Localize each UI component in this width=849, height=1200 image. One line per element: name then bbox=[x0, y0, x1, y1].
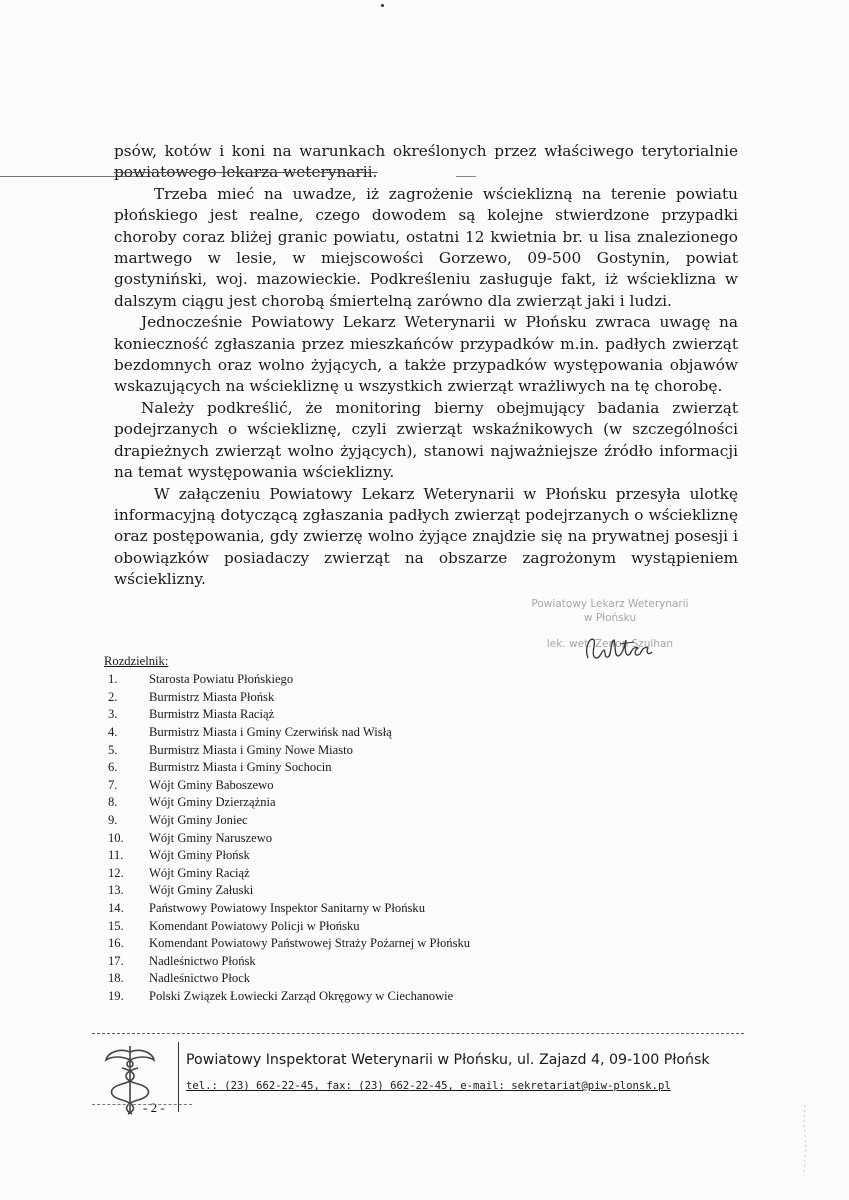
distribution-item-name: Polski Związek Łowiecki Zarząd Okręgowy w Ciechanowie bbox=[149, 988, 454, 1003]
distribution-item bbox=[104, 953, 564, 971]
distribution-item-name: Burmistrz Miasta i Gminy Czerwińsk nad Wisłą bbox=[149, 725, 392, 740]
body-paragraph bbox=[114, 184, 738, 312]
distribution-item bbox=[104, 741, 564, 759]
distribution-item-number: 9. bbox=[108, 813, 118, 828]
distribution-item-number: 7. bbox=[108, 777, 118, 792]
distribution-item-number: 5. bbox=[108, 742, 118, 757]
letter-body bbox=[114, 141, 738, 591]
distribution-item-number: 13. bbox=[108, 883, 124, 898]
distribution-list bbox=[104, 654, 564, 1005]
distribution-item-name: Wójt Gminy Załuski bbox=[149, 883, 254, 898]
distribution-item-number: 16. bbox=[108, 936, 124, 951]
distribution-item-name: Wójt Gminy Naruszewo bbox=[149, 830, 273, 845]
distribution-item-name: Wójt Gminy Joniec bbox=[149, 813, 248, 828]
distribution-item-name: Wójt Gminy Płońsk bbox=[149, 848, 250, 863]
footer-divider bbox=[178, 1042, 179, 1112]
paragraph-text: Jednocześnie Powiatowy Lekarz Weterynarii w Płońsku zwraca uwagę na konieczność zgłaszania przez mieszkańców przypadków m.in. padłych zwierząt bezdomnych oraz wolno żyjących, a także przypadków występowania objawów wskazujących na wściekliznę u wszystkich zwierząt wrażliwych na tę chorobę. bbox=[114, 313, 738, 396]
distribution-item bbox=[104, 812, 564, 830]
distribution-item-number: 10. bbox=[108, 830, 124, 845]
distribution-item-name: Nadleśnictwo Płock bbox=[149, 971, 251, 986]
scan-artifact-dot bbox=[381, 4, 384, 7]
distribution-item-name: Komendant Powiatowy Policji w Płońsku bbox=[149, 918, 360, 933]
distribution-item-name: Wójt Gminy Baboszewo bbox=[149, 777, 274, 792]
distribution-item bbox=[104, 759, 564, 777]
distribution-item bbox=[104, 865, 564, 883]
distribution-item-name: Wójt Gminy Raciąż bbox=[149, 865, 250, 880]
scan-edge-artifact bbox=[800, 1105, 810, 1175]
distribution-item-number: 19. bbox=[108, 988, 124, 1003]
distribution-item bbox=[104, 689, 564, 707]
body-paragraph bbox=[114, 398, 738, 484]
distribution-item-name: Burmistrz Miasta Płońsk bbox=[149, 689, 275, 704]
distribution-item-number: 8. bbox=[108, 795, 118, 810]
distribution-item bbox=[104, 988, 564, 1006]
footer-bottom-separator bbox=[92, 1104, 192, 1105]
distribution-item-number: 14. bbox=[108, 901, 124, 916]
footer-organization: Powiatowy Inspektorat Weterynarii w Płońsku, ul. Zajazd 4, 09-100 Płońsk bbox=[186, 1052, 710, 1068]
distribution-item-number: 6. bbox=[108, 760, 118, 775]
distribution-item-name: Państwowy Powiatowy Inspektor Sanitarny w Płońsku bbox=[149, 901, 426, 916]
distribution-item-number: 4. bbox=[108, 725, 118, 740]
distribution-item-name: Starosta Powiatu Płońskiego bbox=[149, 672, 294, 687]
distribution-item bbox=[104, 847, 564, 865]
distribution-item-name: Burmistrz Miasta i Gminy Nowe Miasto bbox=[149, 742, 353, 757]
distribution-item-number: 2. bbox=[108, 689, 118, 704]
distribution-item-name: Wójt Gminy Dzierzążnia bbox=[149, 795, 276, 810]
paragraph-text: Należy podkreślić, że monitoring bierny obejmujący badania zwierząt podejrzanych o wściekliznę, czyli zwierząt wskaźnikowych (w szczególności drapieżnych zwierząt wolno żyjących), stanowi najważniejsze źródło informacji na temat występowania wścieklizny. bbox=[114, 398, 738, 482]
footer-separator bbox=[92, 1033, 744, 1034]
paragraph-text: psów, kotów i koni na warunkach określonych przez właściwego terytorialnie bbox=[114, 142, 738, 160]
distribution-item-name: Burmistrz Miasta Raciąż bbox=[149, 707, 275, 722]
distribution-title: Rozdzielnik: bbox=[104, 654, 169, 668]
distribution-item-number: 12. bbox=[108, 865, 124, 880]
body-paragraph bbox=[114, 312, 738, 398]
stamp-line-name: lek. wet. Zenon Szulhan bbox=[546, 638, 674, 650]
distribution-item bbox=[104, 900, 564, 918]
distribution-item bbox=[104, 706, 564, 724]
distribution-item bbox=[104, 671, 564, 689]
distribution-item-name: Nadleśnictwo Płońsk bbox=[149, 953, 256, 968]
body-paragraph bbox=[114, 141, 738, 184]
distribution-item-name: Komendant Powiatowy Państwowej Straży Pożarnej w Płońsku bbox=[149, 936, 471, 951]
paragraph-text: W załączeniu Powiatowy Lekarz Weterynarii w Płońsku przesyła ulotkę informacyjną dotyczącą zgłaszania padłych zwierząt podejrzanych o wściekliznę oraz postępowania, gdy zwierzę wolno żyjące znajdzie się na prywatnej posesji i obowiązków posiadaczy zwierząt na obszarze zagrożonym wystąpieniem wścieklizny. bbox=[114, 484, 738, 589]
distribution-item bbox=[104, 794, 564, 812]
distribution-item bbox=[104, 829, 564, 847]
distribution-item bbox=[104, 935, 564, 953]
distribution-item-number: 18. bbox=[108, 971, 124, 986]
distribution-item-name: Burmistrz Miasta i Gminy Sochocin bbox=[149, 760, 332, 775]
body-paragraph bbox=[114, 484, 738, 591]
footer-contact: tel.: (23) 662-22-45, fax: (23) 662-22-45, e-mail: sekretariat@piw-plonsk.pl bbox=[186, 1080, 671, 1092]
stamp-line-place: w Płońsku bbox=[583, 612, 637, 624]
distribution-item-number: 3. bbox=[108, 707, 118, 722]
distribution-item bbox=[104, 882, 564, 900]
distribution-item bbox=[104, 777, 564, 795]
struck-text: powiatowego lekarza weterynarii. bbox=[114, 163, 378, 182]
handwritten-signature bbox=[560, 628, 680, 668]
distribution-item bbox=[104, 917, 564, 935]
stamp-line-title: Powiatowy Lekarz Weterynarii bbox=[531, 598, 689, 610]
distribution-item-number: 17. bbox=[108, 953, 124, 968]
distribution-item-number: 11. bbox=[108, 848, 124, 863]
distribution-item-number: 15. bbox=[108, 918, 124, 933]
paragraph-text: Trzeba mieć na uwadze, iż zagrożenie wścieklizną na terenie powiatu płońskiego jest realne, czego dowodem są kolejne stwierdzone przypadki choroby coraz bliżej granic powiatu, ostatni 12 kwietnia br. u lisa znalezionego martwego w lesie, w miejscowości Gorzewo, 09-500 Gostynin, powiat gostyniński, woj. mazowieckie. Podkreśleniu zasługuje fakt, iż wścieklizna w dalszym ciągu jest chorobą śmiertelną zarówno dla zwierząt jaki i ludzi. bbox=[114, 184, 738, 310]
distribution-item-number: 1. bbox=[108, 672, 118, 687]
distribution-item bbox=[104, 724, 564, 742]
distribution-item bbox=[104, 970, 564, 988]
page-number: - 2 - bbox=[143, 1100, 165, 1115]
